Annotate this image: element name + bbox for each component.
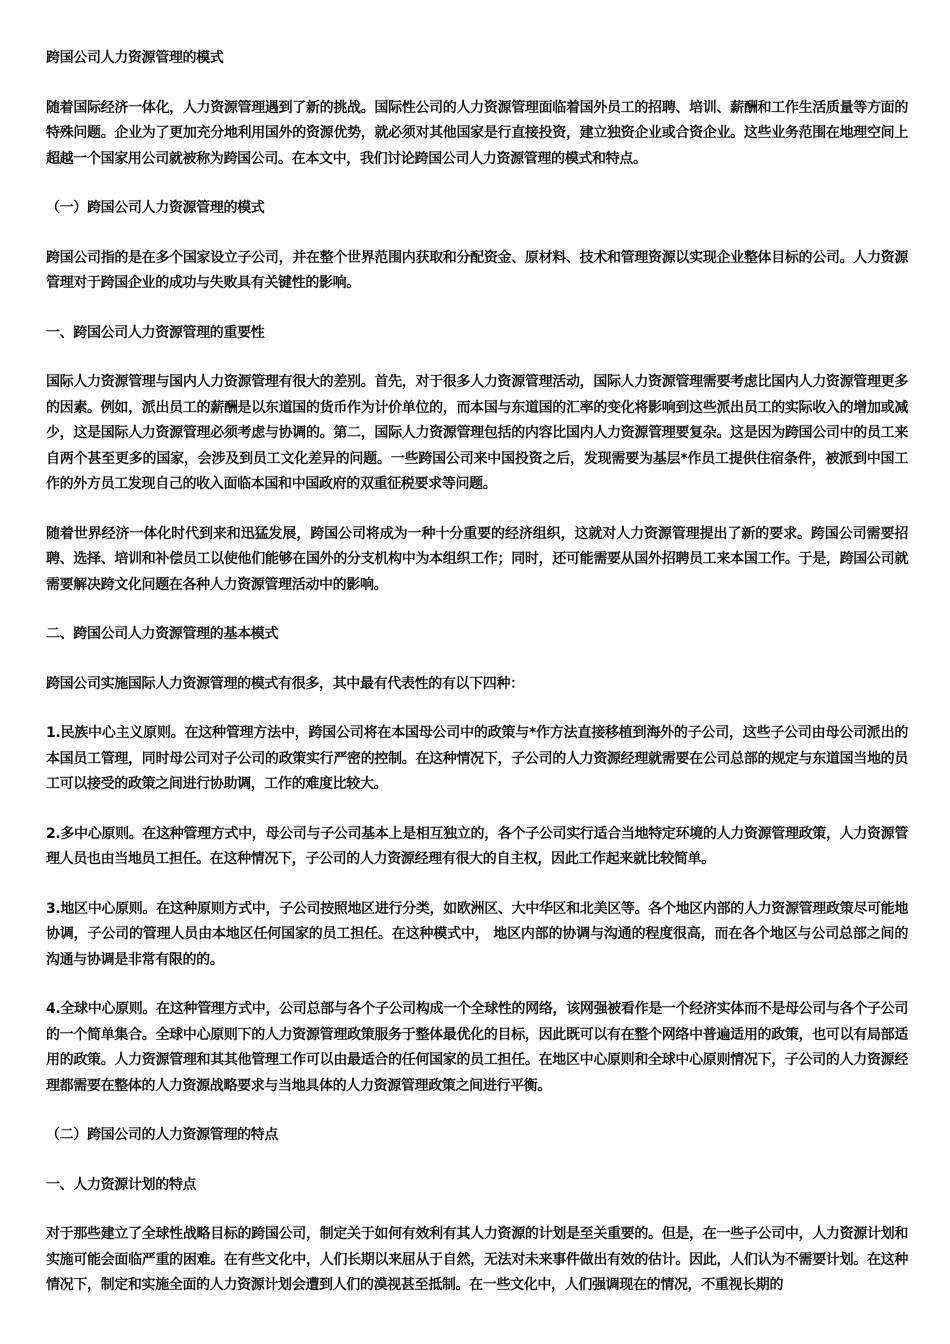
- section2-heading: 二、跨国公司人力资源管理的基本模式: [46, 626, 279, 642]
- section2-intro-paragraph: 跨国公司实施国际人力资源管理的模式有很多，其中最有代表性的有以下四种：: [46, 675, 524, 692]
- mode-2-paragraph: 2.多中心原则。在这种管理方式中，母公司与子公司基本上是相互独立的，各个子公司实行适合当地特定环境的人力资源管理政策，人力资源管理人员也由当地员工担任。在这种情况下，子公司的人力资源经理有很大的自主权，因此工作起来就比较简单。: [46, 825, 908, 867]
- part2-heading: （二）跨国公司的人力资源管理的特点: [46, 1127, 279, 1143]
- section1-heading: 一、跨国公司人力资源管理的重要性: [46, 324, 265, 341]
- mode-1-paragraph: 1.民族中心主义原则。在这种管理方法中，跨国公司将在本国母公司中的政策与*作方法直接移植到海外的子公司，这些子公司由母公司派出的本国员工管理，同时母公司对子公司的政策实行严密的控制。在这种情况下，子公司的人力资源经理就需要在公司总部的规定与东道国当地的员工可以接受的政策之间进行协助调，工作的难度比较大。: [46, 725, 908, 792]
- section1-paragraph-1: 国际人力资源管理与国内人力资源管理有很大的差别。首先，对于很多人力资源管理活动，国际人力资源管理需要考虑比国内人力资源管理更多的因素。例如，派出员工的薪酬是以东道国的货币作为计价单位的，而本国与东道国的汇率的变化将影响到这些派出员工的实际收入的增加或减少，这是国际人力资源管理必须考虑与协调的。第二，国际人力资源管理包括的内容比国内人力资源管理要复杂。这是因为跨国公司中的员工来自两个甚至更多的国家，会涉及到员工文化差异的问题。一些跨国公司来中国投资之后，发现需要为基层*作员工提供住宿条件，被派到中国工作的外方员工发现自己的收入面临本国和中国政府的双重征税要求等问题。: [46, 374, 908, 492]
- document-page: [46, 46, 908, 1323]
- part1-heading: （一）跨国公司人力资源管理的模式: [46, 200, 265, 216]
- section3-heading: 一、人力资源计划的特点: [46, 1176, 197, 1193]
- section3-paragraph-1: 对于那些建立了全球性战略目标的跨国公司，制定关于如何有效利有其人力资源的计划是至关重要的。但是，在一些子公司中，人力资源计划和实施可能会面临严重的困难。在有些文化中，人们长期以来屈从于自然，无法对未来事件做出有效的估计。因此，人们认为不需要计划。在这种情况下，制定和实施全面的人力资源计划会遭到人们的漠视甚至抵制。在一些文化中，人们强调现在的情况，不重视长期的: [46, 1226, 908, 1293]
- mode-3-paragraph: 3.地区中心原则。在这种原则方式中，子公司按照地区进行分类，如欧洲区、大中华区和北美区等。各个地区内部的人力资源管理政策尽可能地协调，子公司的管理人员由本地区任何国家的员工担任。在这种模式中， 地区内部的协调与沟通的程度很高，而在各个地区与公司总部之间的沟通与协调是非常有限的的。: [46, 900, 908, 968]
- section1-paragraph-2: 随着世界经济一体化时代到来和迅猛发展，跨国公司将成为一种十分重要的经济组织，这就对人力资源管理提出了新的要求。跨国公司需要招聘、选择、培训和补偿员工以使他们能够在国外的分支机构中为本组织工作；同时，还可能需要从国外招聘员工来本国工作。于是，跨国公司就需要解决跨文化问题在各种人力资源管理活动中的影响。: [46, 525, 908, 593]
- mode-4-paragraph: 4.全球中心原则。在这种管理方式中，公司总部与各个子公司构成一个全球性的网络，该网强被看作是一个经济实体而不是母公司与各个子公司的一个简单集合。全球中心原则下的人力资源管理政策服务于整体最优化的目标，因此既可以有在整个网络中普遍适用的政策，也可以有局部适用的政策。人力资源管理和其其他管理工作可以由最适合的任何国家的员工担任。在地区中心原则和全球中心原则情况下，子公司的人力资源经理都需要在整体的人力资源战略要求与当地具体的人力资源管理政策之间进行平衡。: [46, 1001, 908, 1094]
- document-title: 跨国公司人力资源管理的模式: [46, 50, 224, 66]
- intro-paragraph: 随着国际经济一体化，人力资源管理遇到了新的挑战。国际性公司的人力资源管理面临着国外员工的招聘、培训、薪酬和工作生活质量等方面的特殊问题。企业为了更加充分地利用国外的资源优势，就必须对其他国家是行直接投资，建立独资企业或合资企业。这些业务范围在地理空间上超越一个国家用公司就被称为跨国公司。在本文中，我们讨论跨国公司人力资源管理的模式和特点。: [46, 99, 908, 167]
- part1-intro-paragraph: 跨国公司指的是在多个国家设立子公司，并在整个世界范围内获取和分配资金、原材料、技术和管理资源以实现企业整体目标的公司。人力资源管理对于跨国企业的成功与失败具有关键性的影响。: [46, 249, 908, 291]
